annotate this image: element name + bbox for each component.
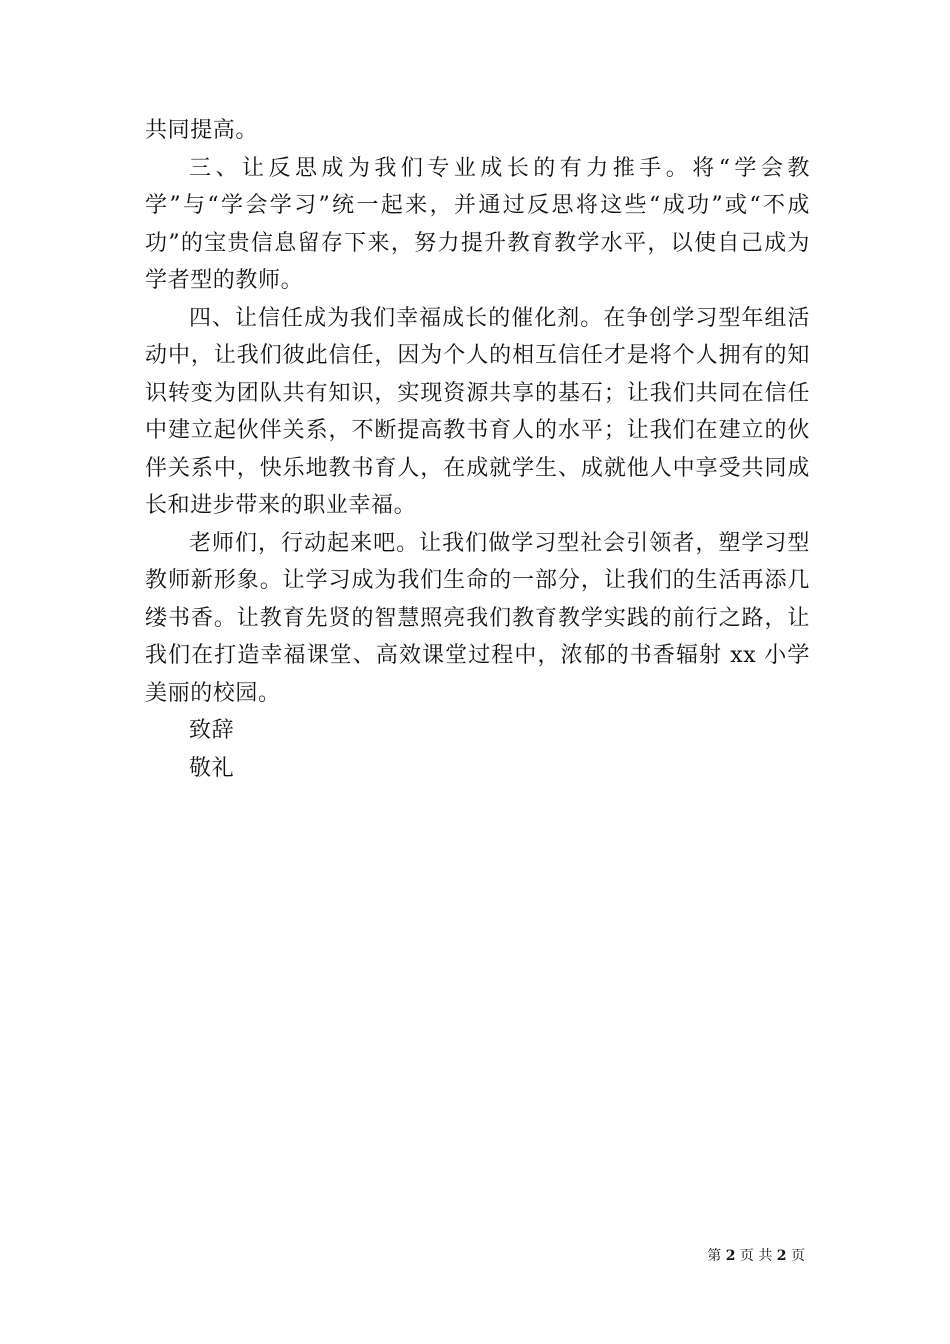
- paragraph-point-three: 三、让反思成为我们专业成长的有力推手。将“学会教学”与“学会学习”统一起来，并通过反思将这些“成功”或“不成功”的宝贵信息留存下来，努力提升教育教学水平，以使自己成为学者型的教师。: [145, 155, 810, 293]
- closing-speech-end: 致辞: [189, 718, 235, 743]
- footer-current-page: 2: [725, 1248, 736, 1264]
- page-number-footer: [707, 1247, 805, 1265]
- footer-suffix: 页: [791, 1248, 805, 1264]
- closing-salutation: 敬礼: [189, 755, 235, 781]
- footer-prefix: 第: [707, 1248, 722, 1264]
- paragraph-conclusion: 老师们，行动起来吧。让我们做学习型社会引领者，塑学习型教师新形象。让学习成为我们生命的一部分，让我们的生活再添几缕书香。让教育先贤的智慧照亮我们教育教学实践的前行之路，让我们在打造幸福课堂、高效课堂过程中，浓郁的书香辐射 xx 小学美丽的校园。: [145, 530, 810, 706]
- footer-middle: 页 共: [739, 1248, 773, 1264]
- paragraph-continuation: 共同提高。: [145, 118, 259, 143]
- document-body: [145, 112, 810, 787]
- paragraph-point-four: 四、让信任成为我们幸福成长的催化剂。在争创学习型年组活动中，让我们彼此信任，因为个人的相互信任才是将个人拥有的知识转变为团队共有知识，实现资源共享的基石；让我们共同在信任中建立起伙伴关系，不断提高教书育人的水平；让我们在建立的伙伴关系中，快乐地教书育人，在成就学生、成就他人中享受共同成长和进步带来的职业幸福。: [145, 305, 810, 518]
- footer-total-pages: 2: [776, 1248, 787, 1264]
